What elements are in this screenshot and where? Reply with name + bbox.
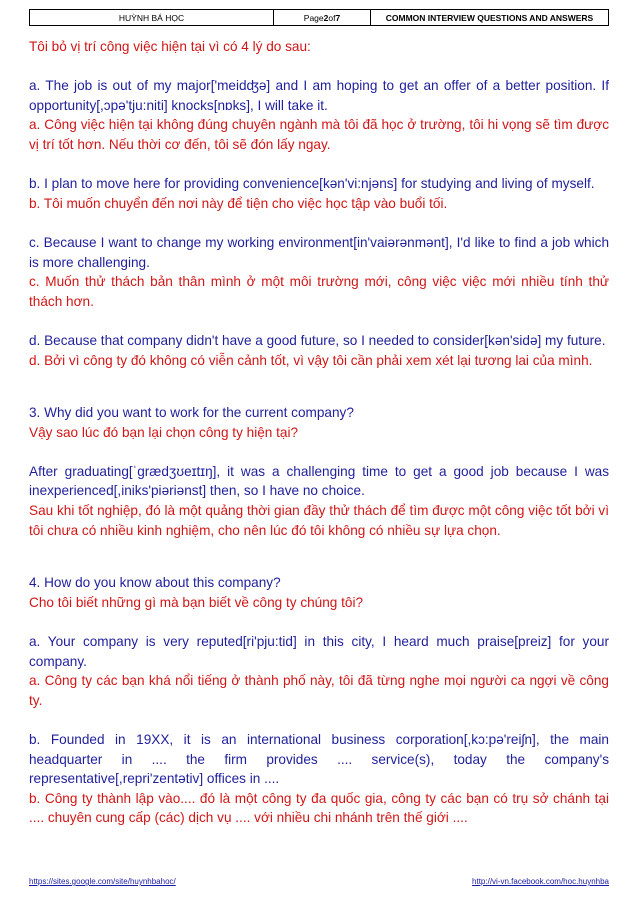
header-document-title: COMMON INTERVIEW QUESTIONS AND ANSWERS xyxy=(385,12,594,23)
page-of-label: of xyxy=(328,12,336,23)
reason-b-english: b. I plan to move here for providing convenience[kən'vi:njəns] for studying and living of myself. xyxy=(29,176,595,192)
page-footer xyxy=(29,877,609,886)
intro-paragraph: Tôi bỏ vị trí công việc hiện tại vì có 4 lý do sau: xyxy=(29,39,311,54)
question-3-vietnamese: Vậy sao lúc đó bạn lại chọn công ty hiện tại? xyxy=(29,424,299,440)
header-author: HUỲNH BÁ HỌC xyxy=(30,10,274,25)
google-sites-link[interactable]: https://sites.google.com/site/huynhbahoc/ xyxy=(29,877,176,886)
reason-d-vietnamese: d. Bởi vì công ty đó không có viễn cảnh tốt, vì vậy tôi cần phải xem xét lại tương lai của mình. xyxy=(29,352,593,368)
answer-4a-english: a. Your company is very reputed[ri'pju:tid] in this city, I heard much praise[preiz] for your company. xyxy=(29,634,609,669)
reason-a-vietnamese: a. Công việc hiện tại không đúng chuyên ngành mà tôi đã học ở trường, tôi hi vọng sẽ tìm được vị trí tốt hơn. Nếu thời cơ đến, tôi sẽ đón lấy ngay. xyxy=(29,117,609,152)
reason-a-english: a. The job is out of my major['meidʤə] and I am hoping to get an offer of a better position. If opportunity[,ɔpə'tju:niti] knocks[nɒks], I will take it. xyxy=(29,78,609,113)
page-current: 2 xyxy=(323,12,329,23)
page-header xyxy=(29,9,609,26)
question-4-vietnamese: Cho tôi biết những gì mà bạn biết về công ty chúng tôi? xyxy=(29,594,364,610)
question-3-english: 3. Why did you want to work for the current company? xyxy=(29,405,354,421)
answer-4b-vietnamese: b. Công ty thành lập vào.... đó là một công ty đa quốc gia, công ty các bạn có trụ sở chánh tại .... chuyên cung cấp (các) dịch vụ .... với nhiều chi nhánh trên thế giới .... xyxy=(29,790,609,826)
page-label: Page xyxy=(303,12,324,23)
reason-c-english: c. Because I want to change my working environment[in'vaiərənmənt], I'd like to find a job which is more challenging. xyxy=(29,234,609,270)
header-page-number xyxy=(274,10,371,25)
answer-4b-english: b. Founded in 19XX, it is an international business corporation[,kɔ:pə'reiʃn], the main headquarter in .... the firm provides .... service(s), today the company's representative[,repri'zentətiv] offices in .... xyxy=(29,732,609,787)
question-4-english: 4. How do you know about this company? xyxy=(29,575,281,591)
page-total: 7 xyxy=(335,12,341,23)
reason-b-vietnamese: b. Tôi muốn chuyển đến nơi này để tiện cho việc học tập vào buổi tối. xyxy=(29,195,448,211)
answer-4a-vietnamese: a. Công ty các bạn khá nổi tiếng ở thành phố này, tôi đã từng nghe mọi người ca ngợi về công ty. xyxy=(29,673,609,708)
answer-3-english: After graduating[ˈɡrædʒʊeɪtɪŋ], it was a challenging time to get a good job because I was inexperienced[,iniks'piəriənst] then, so I have no choice. xyxy=(29,463,609,499)
reason-c-vietnamese: c. Muốn thử thách bản thân mình ở một môi trường mới, công việc việc mới nhiều tính thử thách hơn. xyxy=(29,274,609,309)
facebook-link[interactable]: http://vi-vn.facebook.com/hoc.huynhba xyxy=(472,877,609,886)
reason-d-english: d. Because that company didn't have a good future, so I needed to consider[kən'sidə] my future. xyxy=(29,332,606,348)
document-body xyxy=(29,37,609,828)
answer-3-vietnamese: Sau khi tốt nghiệp, đó là một quảng thời gian đầy thử thách để tìm được một công việc tốt bởi vì tôi chưa có nhiều kinh nghiệm, cho nên lúc đó tôi không có nhiều sự lựa chọn. xyxy=(29,503,609,538)
